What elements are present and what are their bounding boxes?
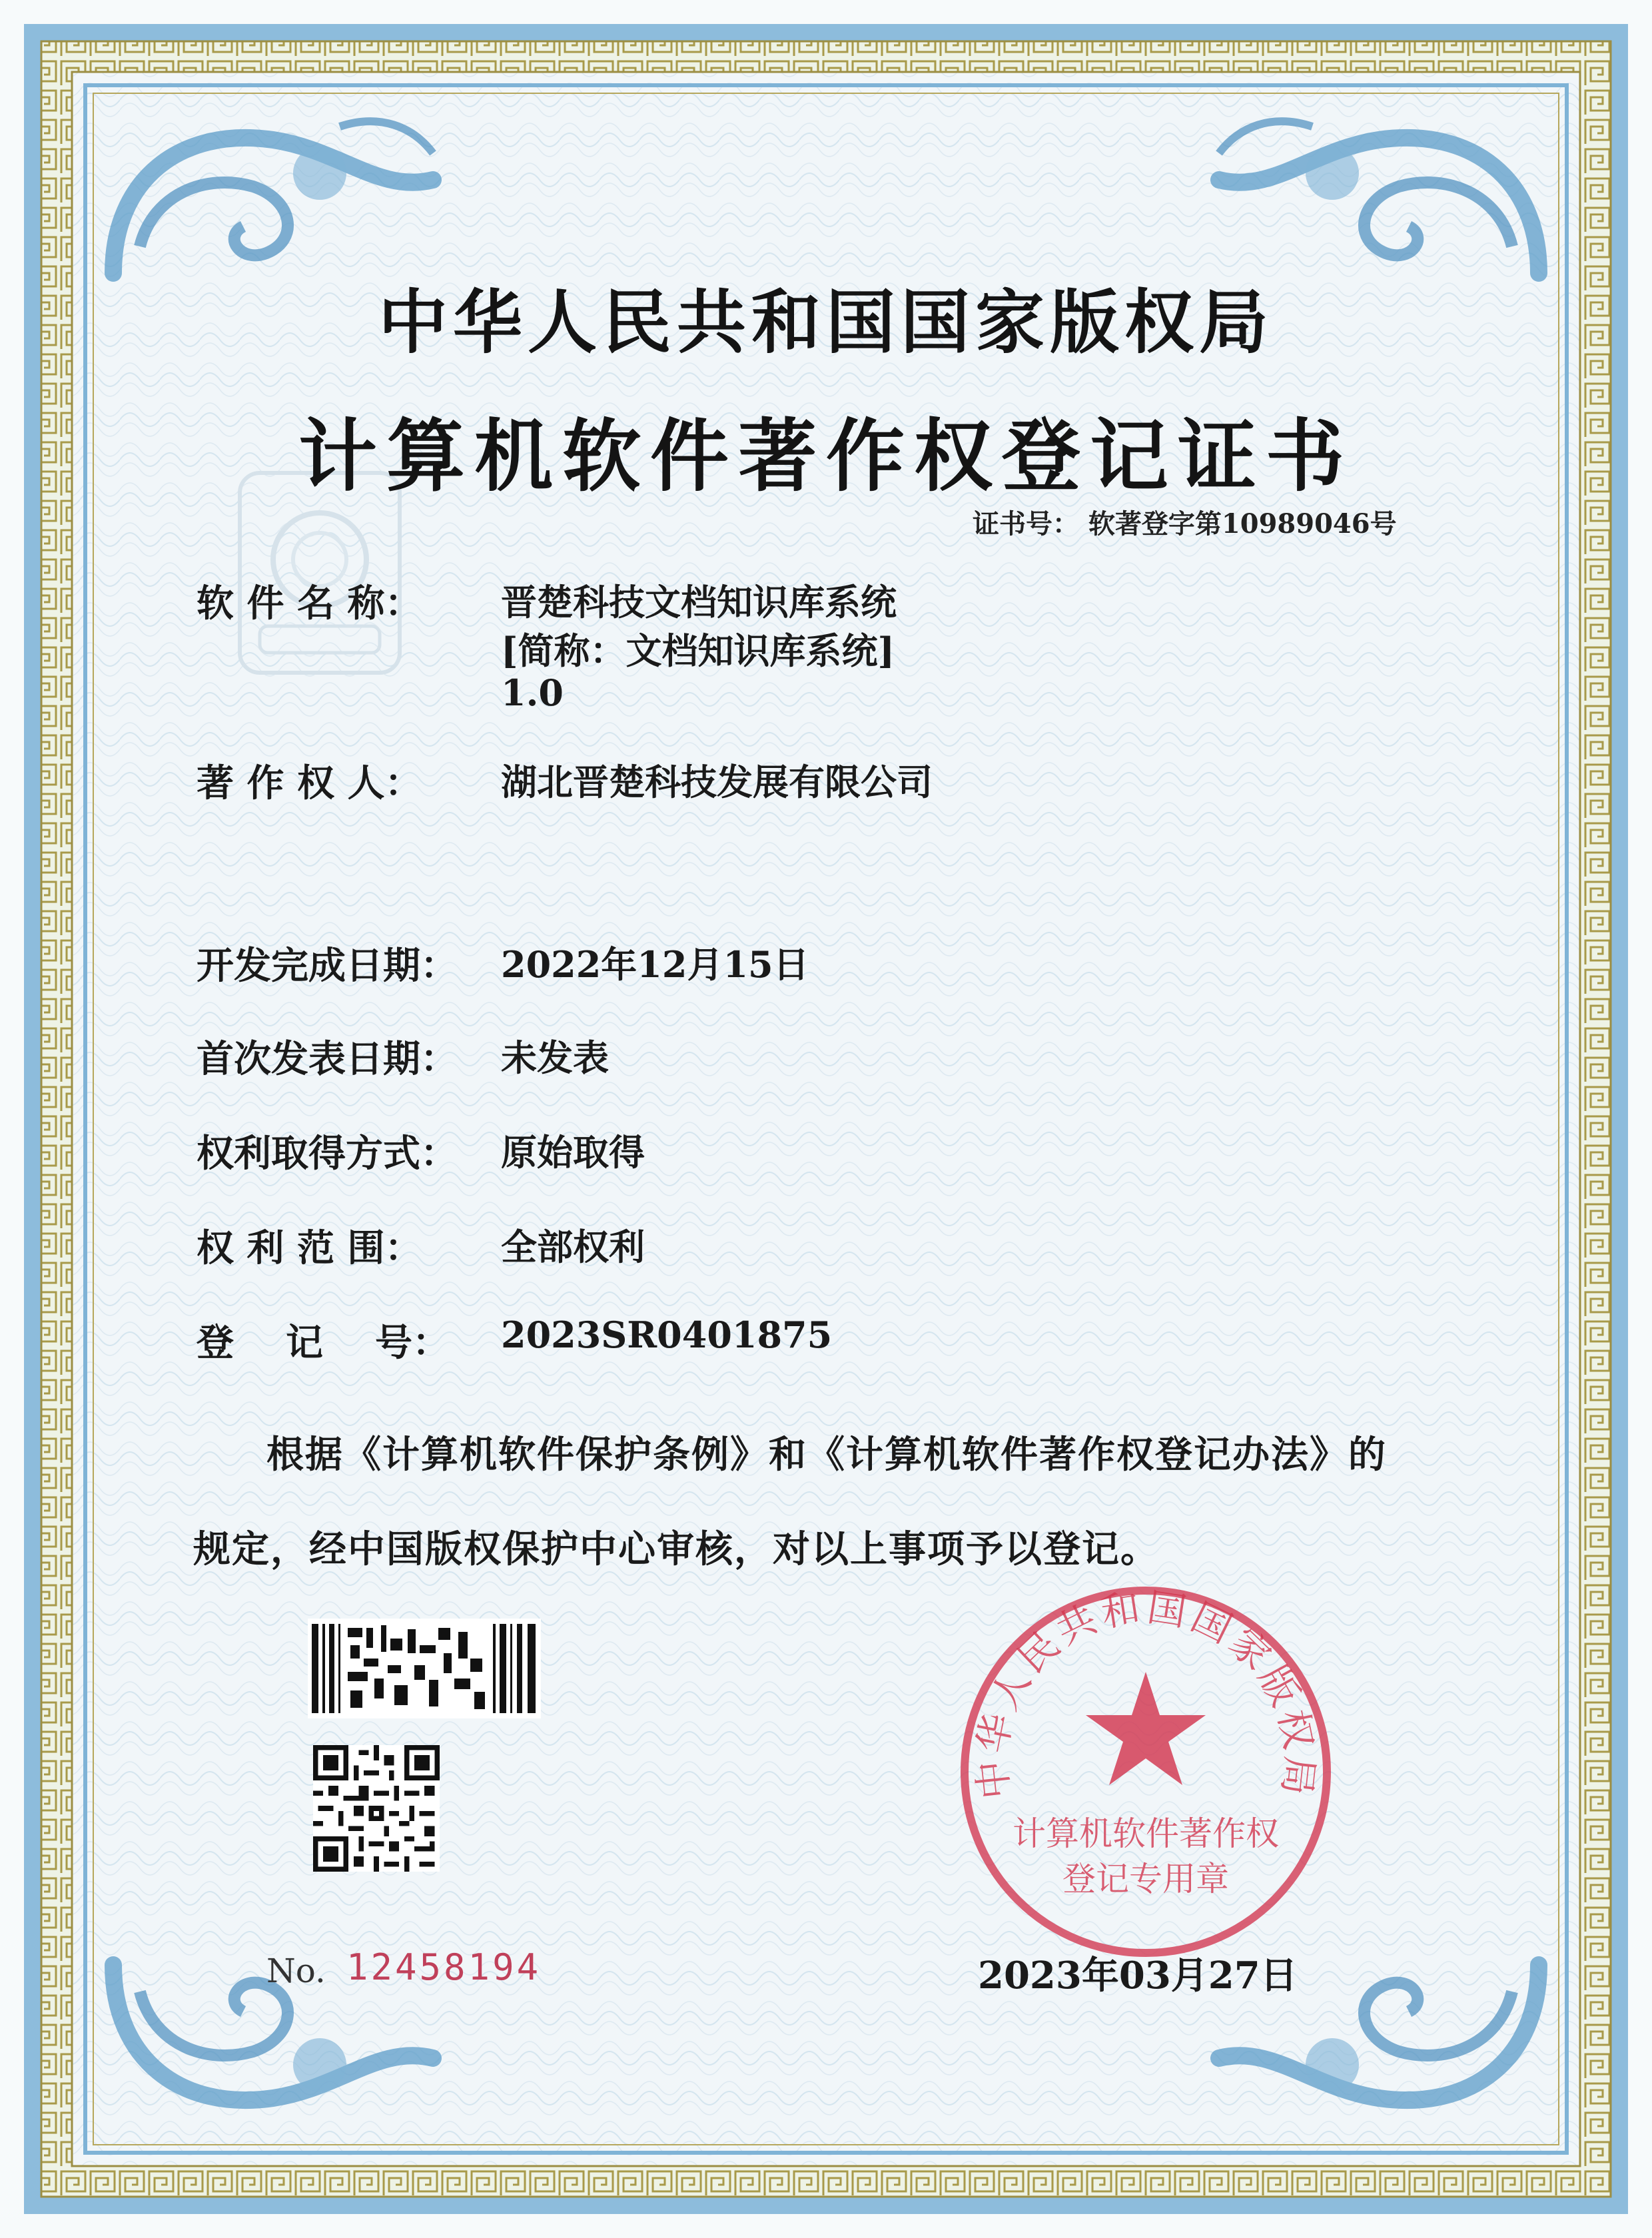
rights-scope-label: 权 利 范 围： [197,1226,422,1270]
acquire-method-label: 权利取得方式： [197,1132,458,1176]
issuing-authority: 中华人民共和国国家版权局 [378,281,1274,363]
registration-number: 2023SR0401875 [501,1313,833,1356]
software-name: 晋楚科技文档知识库系统 [501,581,897,623]
publish-date: 未发表 [501,1036,609,1079]
registration-number-label: 登 记 号： [197,1321,450,1365]
completion-date-label: 开发完成日期： [197,944,458,988]
seal-line-1: 计算机软件著作权 [1013,1814,1279,1853]
qr-code [313,1745,440,1872]
owner: 湖北晋楚科技发展有限公司 [501,761,933,803]
issue-date: 2023年03月27日 [978,1954,1298,1998]
owner-label: 著 作 权 人： [197,761,422,805]
rights-scope: 全部权利 [501,1226,645,1268]
seal-ring-text: 中华人民共和国国家版权局 [969,1584,1323,1802]
seal-line-2: 登记专用章 [1062,1860,1229,1898]
statement-line-1: 根据《计算机软件保护条例》和《计算机软件著作权登记办法》的 [266,1433,1387,1477]
acquire-method: 原始取得 [501,1131,645,1174]
barcode [308,1619,541,1718]
software-short-name: [简称：文档知识库系统] [501,629,895,672]
publish-date-label: 首次发表日期： [197,1037,458,1081]
certificate-number: 证书号： 软著登字第10989046号 [973,508,1397,540]
completion-date: 2022年12月15日 [501,943,809,986]
serial-label: No. [266,1952,326,1990]
official-seal [946,1572,1346,1972]
software-version: 1.0 [501,671,564,714]
certificate-title: 计算机软件著作权登记证书 [298,410,1354,502]
serial-number: 12458194 [346,1946,542,1988]
statement-line-2: 规定，经中国版权保护中心审核，对以上事项予以登记。 [193,1527,1159,1571]
software-name-label: 软 件 名 称： [197,581,422,625]
